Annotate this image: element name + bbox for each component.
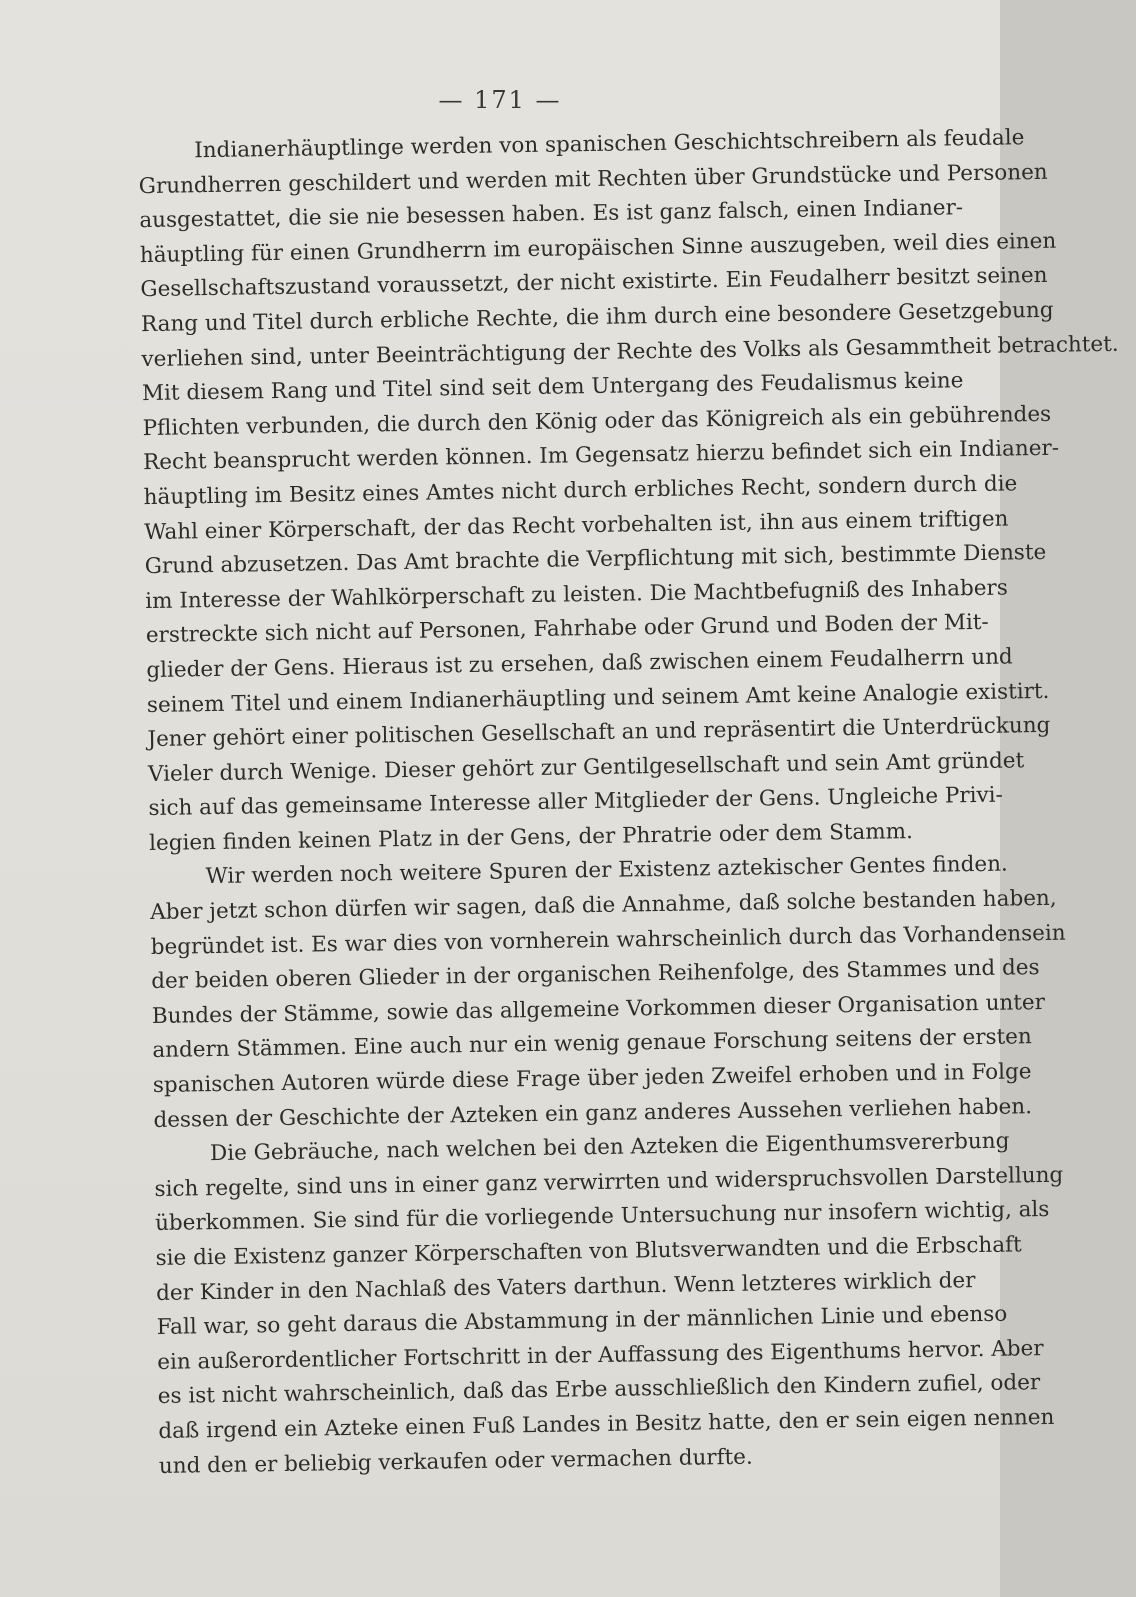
text-line: überkommen. Sie sind für die vorliegende Untersuchung nur insofern wichtig, als [154,1197,1050,1237]
text-line: Recht beansprucht werden können. Im Gegensatz hierzu befindet sich ein Indianer- [142,436,1060,476]
text-line: im Interesse der Wahlkörperschaft zu leisten. Die Machtbefugniß des Inhabers [145,575,1008,614]
text-line: sich auf das gemeinsame Interesse aller Mitglieder der Gens. Ungleiche Privi- [148,782,1004,822]
text-line: verliehen sind, unter Beeinträchtigung der Rechte des Volks als Gesammtheit betrachtet. [141,331,1119,372]
text-line: Pflichten verbunden, die durch den König oder das Königreich als ein gebührendes [142,401,1052,441]
paragraph-1 [82,123,1119,862]
text-line: es ist nicht wahrscheinlich, daß das Erbe ausschließlich den Kindern zufiel, oder [157,1370,1041,1410]
text-line: Jener gehört einer politischen Gesellschaft an und repräsentirt die Unterdrückung [147,712,1051,753]
text-line: begründet ist. Es war dies von vornherein wahrscheinlich durch das Vorhandensein [150,920,1066,960]
paragraph-2 [93,849,1066,1139]
text-line: Vieler durch Wenige. Dieser gehört zur Gentilgesellschaft und sein Amt gründet [147,747,1025,787]
text-line: spanischen Autoren würde diese Frage über jeden Zweifel erhoben und in Folge [152,1059,1032,1099]
text-line: der Kinder in den Nachlaß des Vaters darthun. Wenn letzteres wirklich der [155,1267,976,1306]
page-number: — 171 — [438,86,562,114]
text-line: ausgestattet, die sie nie besessen haben. Es ist ganz falsch, einen Indianer- [139,195,964,234]
text-line: Gesellschaftszustand voraussetzt, der nicht existirte. Ein Feudalherr besitzt seinen [140,263,1048,303]
text-line: Mit diesem Rang und Titel sind seit dem Untergang des Feudalismus keine [141,368,964,407]
text-line: Fall war, so geht daraus die Abstammung in der männlichen Linie und ebenso [156,1301,1008,1341]
text-line: sich regelte, sind uns in einer ganz verwirrten und widerspruchsvollen Darstellung [154,1162,1064,1202]
text-line: Grundherren geschildert und werden mit Rechten über Grundstücke und Personen [138,159,1048,199]
text-line: Rang und Titel durch erbliche Rechte, die ihm durch eine besondere Gesetzgebung [140,297,1054,338]
text-line: Indianerhäuptlinge werden von spanischen Geschichtschreibern als feudale [194,125,1025,164]
text-line: Grund abzusetzen. Das Amt brachte die Verpflichtung mit sich, bestimmte Dienste [144,540,1047,580]
text-line: seinem Titel und einem Indianerhäuptling und seinem Amt keine Analogie existirt. [146,678,1050,718]
text-line: sie die Existenz ganzer Körperschaften von Blutsverwandten und die Erbschaft [155,1232,1022,1271]
text-line: Aber jetzt schon dürfen wir sagen, daß die Annahme, daß solche bestanden haben, [150,885,1057,926]
text-line: erstreckte sich nicht auf Personen, Fahrhabe oder Grund und Boden der Mit- [145,610,989,649]
text-line: der beiden oberen Glieder in der organischen Reihenfolge, des Stammes und des [151,955,1040,995]
text-line: andern Stämmen. Eine auch nur ein wenig genaue Forschung seitens der ersten [152,1024,1032,1064]
text-line: häuptling im Besitz eines Amtes nicht durch erbliches Recht, sondern durch die [143,471,1018,511]
text-line: daß irgend ein Azteke einen Fuß Landes in Besitz hatte, den er sein eigen nennen [158,1404,1055,1444]
text-line: Die Gebräuche, nach welchen bei den Azteken die Eigenthumsvererbung [209,1128,1010,1167]
text-line: legien finden keinen Platz in der Gens, der Phratrie oder dem Stamm. [148,818,914,856]
text-line: Wir werden noch weitere Spuren der Existenz aztekischer Gentes finden. [205,852,1008,890]
text-line: und den er beliebig verkaufen oder vermachen durfte. [158,1444,753,1479]
body-text [82,123,1119,1485]
text-line: dessen der Geschichte der Azteken ein ganz anderes Aussehen verliehen haben. [153,1093,1033,1133]
text-line: ein außerordentlicher Fortschritt in der Auffassung des Eigenthums hervor. Aber [157,1335,1044,1375]
text-line: Bundes der Stämme, sowie das allgemeine Vorkommen dieser Organisation unter [151,989,1046,1029]
text-line: häuptling für einen Grundherrn im europäischen Sinne auszugeben, weil dies einen [139,228,1057,268]
text-line: glieder der Gens. Hieraus ist zu ersehen, daß zwischen einem Feudalherrn und [146,644,1013,683]
paragraph-3 [98,1126,1064,1485]
text-line: Wahl einer Körperschaft, der das Recht vorbehalten ist, ihn aus einem triftigen [144,506,1009,545]
